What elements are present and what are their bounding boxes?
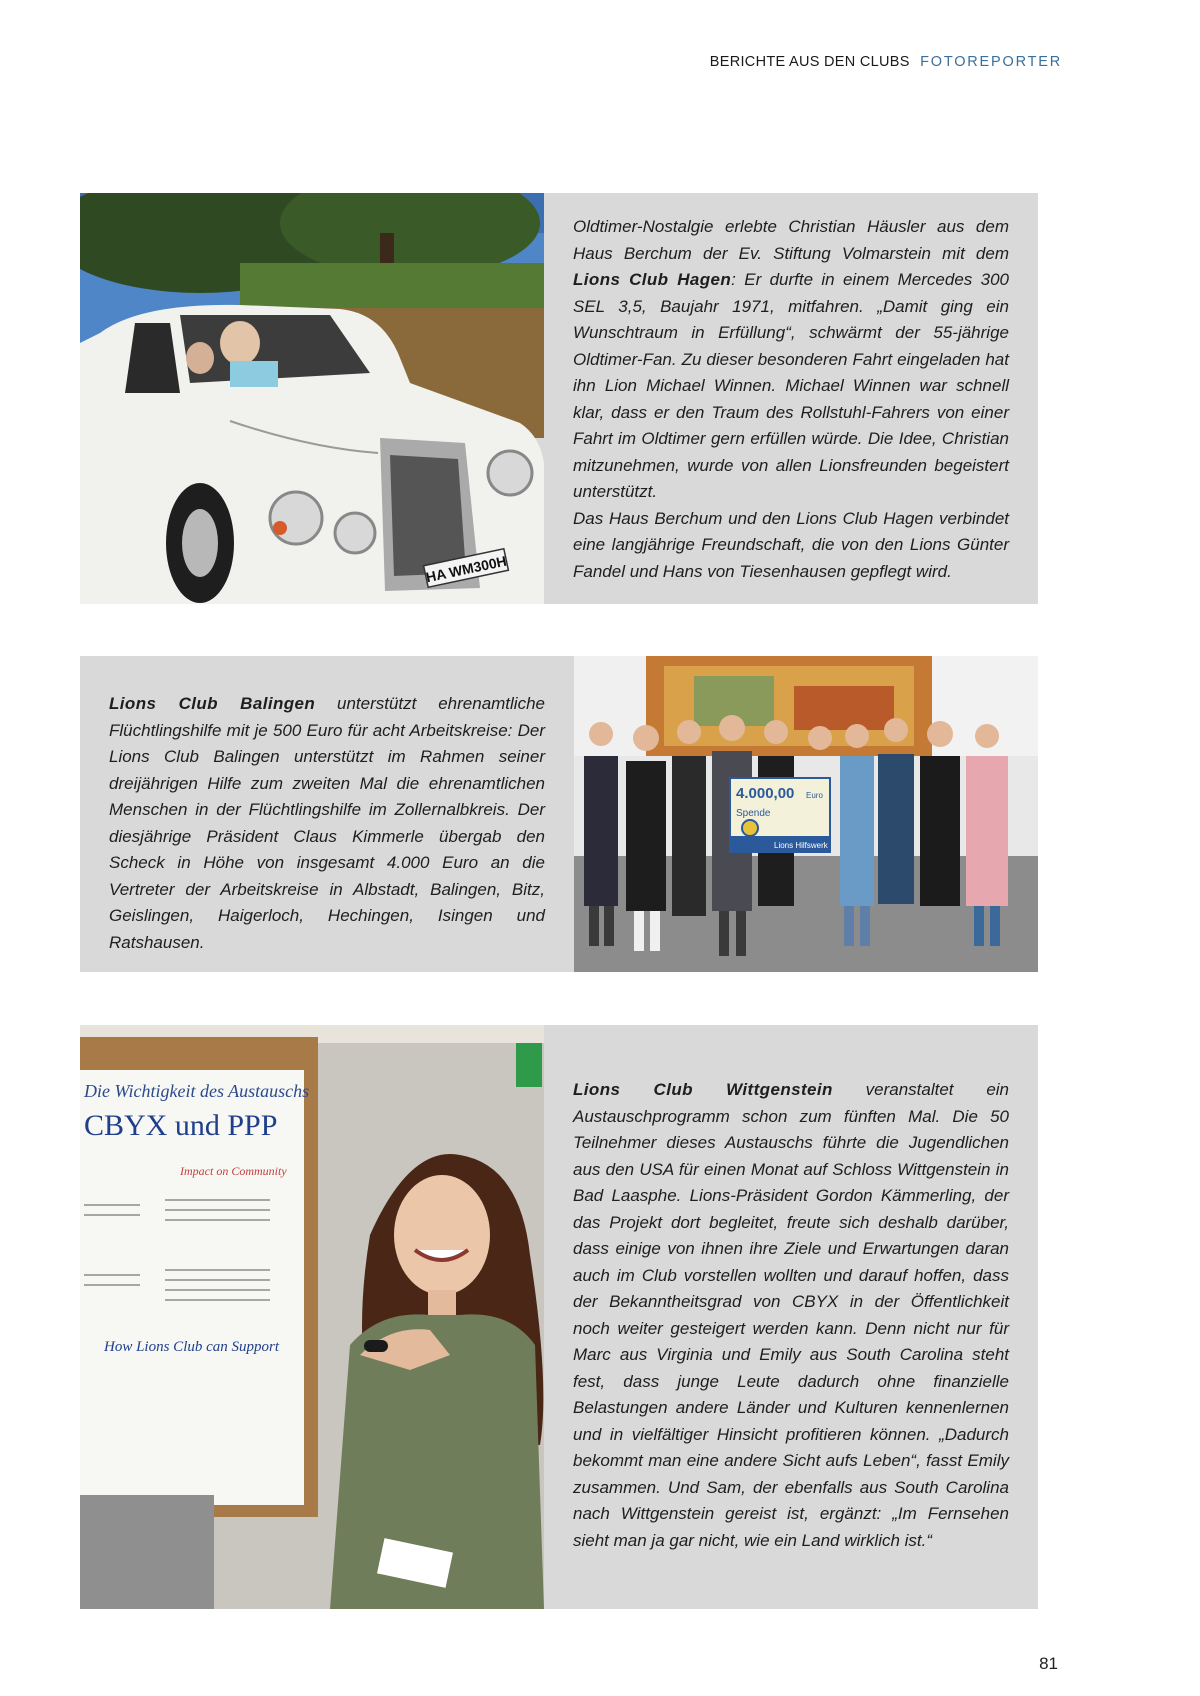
hagen-body-2: Das Haus Berchum und den Lions Club Hagen verbindet eine langjährige Freundschaft, die von den Lions Günter Fandel und Hans von Tiesenhausen gepflegt wird. [573, 508, 1009, 581]
board-impact: Impact on Community [180, 1164, 287, 1178]
article-wittgenstein [80, 1025, 1038, 1609]
article-hagen-text [573, 214, 1009, 585]
balingen-body: unterstützt ehrenamtliche Flüchtlingshilfe mit je 500 Euro für acht Arbeitskreise: Der Lions Club Balingen unterstützt im Rahmen seiner dreijährigen Hilfe zum zweiten Mal die ehrenamtlichen Menschen in der Flüchtlingshilfe im Zollernalbkreis. Der diesjährige Präsident Claus Kimmerle übergab den Scheck in Höhe von insgesamt 4.000 Euro an die Vertreter der Arbeitskreise in Albstadt, Balingen, Bitz, Geislingen, Haigerloch, Hechingen, Isingen und Ratshausen. [109, 694, 545, 952]
license-plate: HA WM300H [424, 552, 508, 586]
cheque-footer: Lions Hilfswerk [774, 841, 828, 850]
article-balingen-text [109, 691, 545, 956]
cheque-amount: 4.000,00 [736, 785, 795, 802]
header-category: FOTOREPORTER [920, 54, 1062, 70]
wittgenstein-body: veranstaltet ein Austauschprogramm schon zum fünften Mal. Die 50 Teilnehmer dieses Austauschs führte die Jugendlichen aus den USA für einen Monat auf Schloss Wittgenstein in Bad Laasphe. Lions-Präsident Gordon Kämmerling, der das Projekt dort begleitet, freute sich deshalb darüber, dass einige von ihnen ihre Ziele und Erwartungen daran auch im Club vorstellen wollten und darauf hoffen, dass der Bekanntheitsgrad von CBYX in der Öffentlichkeit noch weiter gesteigert werden kann. Denn nicht nur für Marc aus Virginia und Emily aus South Carolina steht fest, dass junge Leute dadurch ohne finanzielle Belastungen andere Länder und Kulturen kennenlernen und in vielfältiger Hinsicht profitieren können. „Dadurch bekommt man eine andere Sicht aufs Leben“, fasst Emily zusammen. Und Sam, der ebenfalls aus South Carolina nach Wittgenstein gereist ist, ergänzt: „Im Fernsehen sieht man ja gar nicht, wie ein Land wirklich ist.“ [573, 1080, 1010, 1550]
photo-exchange-presentation [80, 1025, 544, 1609]
article-hagen [80, 193, 1038, 604]
cheque-label: Spende [736, 808, 771, 819]
lions-logo-icon [742, 820, 758, 836]
article-wittgenstein-text [573, 1077, 1009, 1554]
header-section: BERICHTE AUS DEN CLUBS [709, 54, 910, 70]
photo-oldtimer-mercedes [80, 193, 544, 604]
wittgenstein-club-name: Lions Club Wittgenstein [573, 1080, 833, 1099]
board-title: Die Wichtigkeit des Austauschs [84, 1081, 310, 1101]
hagen-club-name: Lions Club Hagen [573, 270, 732, 289]
photo-cheque-handover [574, 656, 1038, 972]
cheque-currency: Euro [806, 791, 823, 800]
balingen-club-name: Lions Club Balingen [109, 694, 316, 713]
hagen-lead: Oldtimer-Nostalgie erlebte Christian Häusler aus dem Haus Berchum der Ev. Stiftung Volmarstein mit dem [573, 217, 1009, 263]
board-support: How Lions Club can Support [104, 1339, 280, 1355]
article-balingen [80, 656, 1038, 972]
hagen-body: : Er durfte in einem Mercedes 300 SEL 3,5, Baujahr 1971, mitfahren. „Damit ging ein Wunschtraum in Erfüllung“, schwärmt der 55-jährige Oldtimer-Fan. Zu dieser besonderen Fahrt eingeladen hat ihn Lion Michael Winnen. Michael Winnen war schnell klar, dass er den Traum des Rollstuhl-Fahrers von einer Fahrt im Oldtimer gern erfüllen würde. Die Idee, Christian mitzunehmen, wurde von allen Lionsfreunden begeistert unterstützt. [573, 270, 1009, 501]
page-number: 81 [1039, 1654, 1058, 1673]
running-header [710, 54, 1062, 70]
board-big: CBYX und PPP [84, 1109, 278, 1142]
